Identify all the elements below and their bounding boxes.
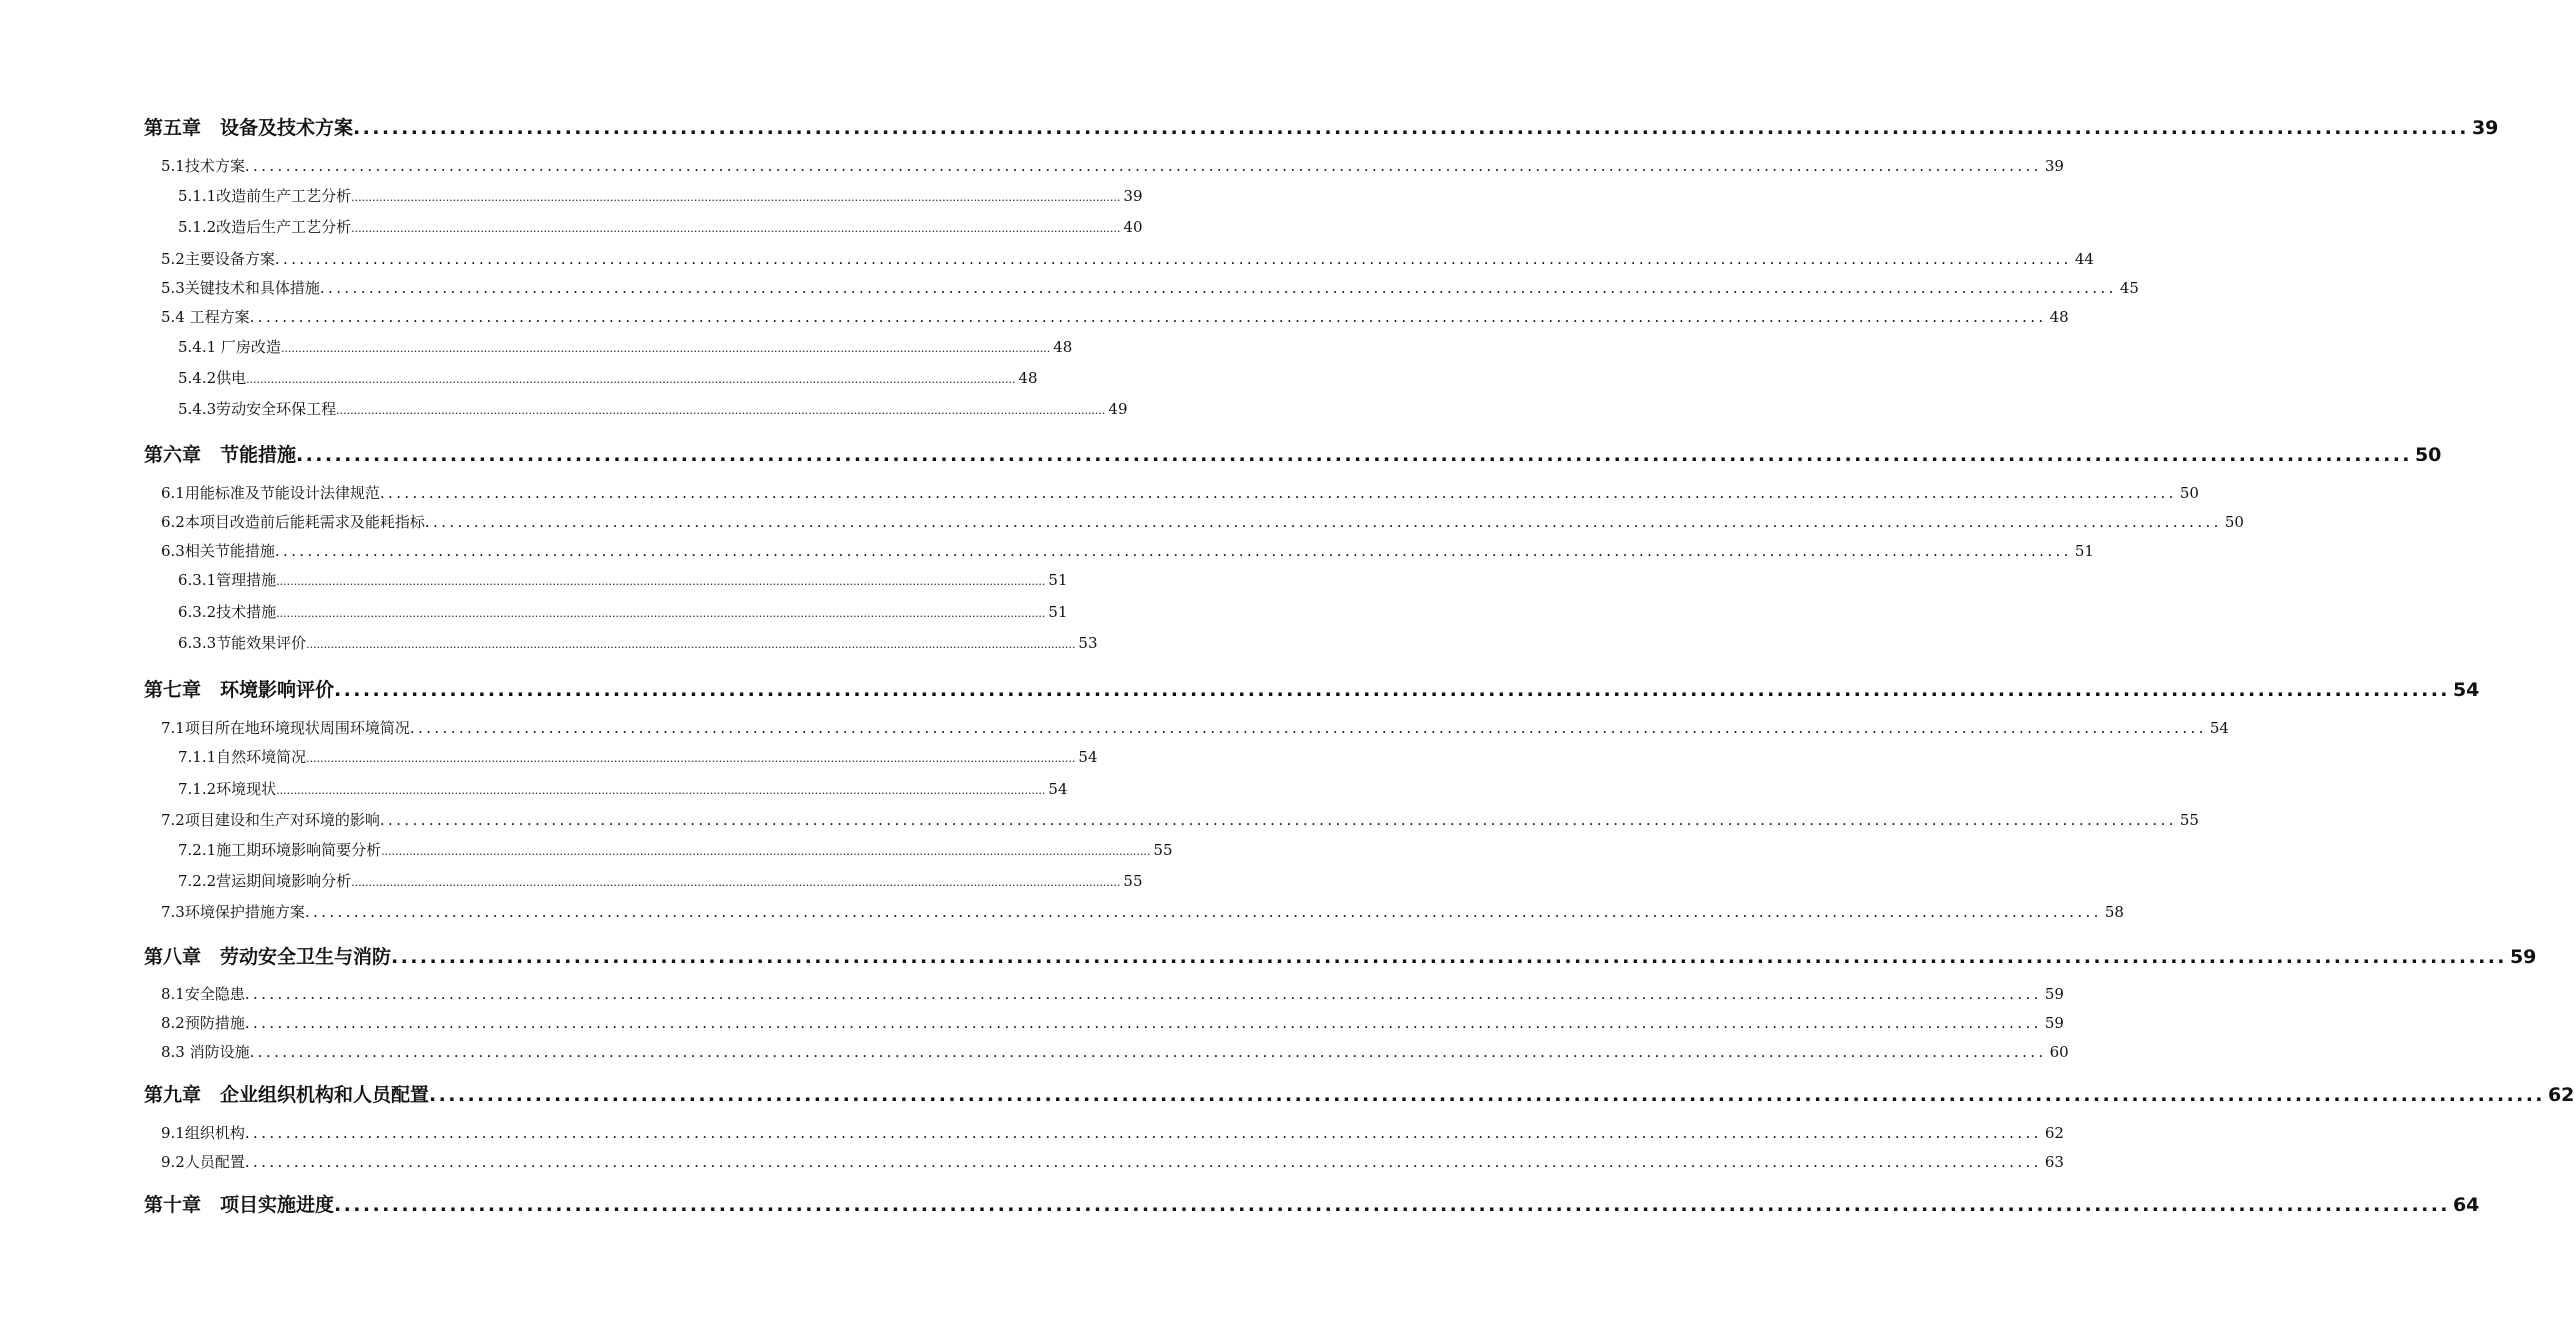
toc-page-number: 50 [2179,484,2199,502]
toc-entry-title: 第五章 设备及技术方案 [144,117,354,139]
toc-section-entry[interactable] [161,1041,2069,1063]
toc-entry-title: 7.1项目所在地环境现状周围环境简况 [161,719,410,737]
dot-leader: ............................................................................................................................................................................................................................ [319,279,2117,297]
toc-page-number: 39 [2471,117,2499,139]
toc-section-entry[interactable] [161,901,2124,923]
toc-entry-title: 第九章 企业组织机构和人员配置 [144,1084,430,1106]
toc-page-number: 63 [2044,1153,2064,1171]
dot-leader: ............................................................................................................................................................................................................................ [304,903,2102,921]
toc-page-number: 51 [1048,603,1068,621]
dot-leader: ............................................................................................................................................................................................................................ [276,607,1046,620]
toc-entry-title: 第七章 环境影响评价 [144,679,335,701]
dot-leader: ............................................................................................................................................................................................................................ [334,679,2450,701]
toc-chapter-entry[interactable] [144,113,2499,139]
toc-subsection-entry[interactable] [178,216,1143,238]
dot-leader: ............................................................................................................................................................................................................................ [249,308,2047,326]
toc-section-entry[interactable] [161,1012,2064,1034]
dot-leader: ............................................................................................................................................................................................................................ [351,876,1121,889]
toc-entry-title: 6.3.2技术措施 [178,603,277,621]
toc-page-number: 59 [2044,985,2064,1003]
dot-leader: ............................................................................................................................................................................................................................ [244,1124,2042,1142]
toc-entry-title: 5.1.2改造后生产工艺分析 [178,218,352,236]
toc-chapter-entry[interactable] [144,1190,2480,1216]
toc-section-entry[interactable] [161,277,2139,299]
toc-entry-title: 6.1用能标准及节能设计法律规范 [161,484,380,502]
toc-chapter-entry[interactable] [144,942,2537,968]
dot-leader: ............................................................................................................................................................................................................................ [379,484,2177,502]
toc-page-number: 58 [2104,903,2124,921]
dot-leader: ............................................................................................................................................................................................................................ [424,513,2222,531]
toc-page-number: 45 [2119,279,2139,297]
dot-leader: ............................................................................................................................................................................................................................ [429,1084,2545,1106]
toc-page-number: 64 [2452,1194,2480,1216]
toc-section-entry[interactable] [161,1151,2064,1173]
toc-page-number: 51 [2074,542,2094,560]
toc-section-entry[interactable] [161,809,2199,831]
toc-page-number: 51 [1048,571,1068,589]
toc-subsection-entry[interactable] [178,870,1143,892]
toc-subsection-entry[interactable] [178,778,1068,800]
toc-section-entry[interactable] [161,983,2064,1005]
toc-entry-title: 7.1.2环境现状 [178,780,277,798]
dot-leader: ............................................................................................................................................................................................................................ [306,752,1076,765]
toc-section-entry[interactable] [161,482,2199,504]
toc-entry-title: 7.2.1施工期环境影响简要分析 [178,841,382,859]
dot-leader: ............................................................................................................................................................................................................................ [351,191,1121,204]
toc-entry-title: 5.4.3劳动安全环保工程 [178,400,337,418]
toc-entry-title: 9.1组织机构 [161,1124,245,1142]
toc-page-number: 54 [2209,719,2229,737]
toc-page-number: 39 [1123,187,1143,205]
toc-entry-title: 9.2人员配置 [161,1153,245,1171]
toc-subsection-entry[interactable] [178,839,1173,861]
dot-leader: ............................................................................................................................................................................................................................ [379,811,2177,829]
toc-page-number: 55 [1123,872,1143,890]
toc-section-entry[interactable] [161,306,2069,328]
toc-page-number: 53 [1078,634,1098,652]
toc-entry-title: 8.1安全隐患 [161,985,245,1003]
toc-page-number: 59 [2509,946,2537,968]
dot-leader: ............................................................................................................................................................................................................................ [246,373,1016,386]
toc-page-number: 48 [1018,369,1038,387]
dot-leader: ............................................................................................................................................................................................................................ [353,117,2469,139]
toc-chapter-entry[interactable] [144,1080,2574,1106]
toc-entry-title: 第八章 劳动安全卫生与消防 [144,946,392,968]
toc-page-number: 54 [1078,748,1098,766]
toc-entry-title: 7.3环境保护措施方案 [161,903,305,921]
toc-entry-title: 6.3.3节能效果评价 [178,634,307,652]
toc-chapter-entry[interactable] [144,440,2442,466]
toc-page-number: 59 [2044,1014,2064,1032]
dot-leader: ............................................................................................................................................................................................................................ [381,845,1151,858]
toc-entry-title: 7.2项目建设和生产对环境的影响 [161,811,380,829]
toc-entry-title: 5.2主要设备方案 [161,250,275,268]
toc-entry-title: 5.1技术方案 [161,157,245,175]
toc-entry-title: 5.4 工程方案 [161,308,250,326]
toc-entry-title: 5.4.1 厂房改造 [178,338,281,356]
dot-leader: ............................................................................................................................................................................................................................ [244,157,2042,175]
toc-subsection-entry[interactable] [178,185,1143,207]
toc-page-number: 48 [1053,338,1073,356]
toc-section-entry[interactable] [161,1122,2064,1144]
toc-entry-title: 5.1.1改造前生产工艺分析 [178,187,352,205]
toc-page-number: 50 [2224,513,2244,531]
toc-subsection-entry[interactable] [178,569,1068,591]
toc-section-entry[interactable] [161,717,2229,739]
dot-leader: ............................................................................................................................................................................................................................ [276,784,1046,797]
toc-entry-title: 第十章 项目实施进度 [144,1194,335,1216]
toc-page-number: 40 [1123,218,1143,236]
toc-entry-title: 5.3关键技术和具体措施 [161,279,320,297]
toc-entry-title: 6.3相关节能措施 [161,542,275,560]
dot-leader: ............................................................................................................................................................................................................................ [276,575,1046,588]
toc-subsection-entry[interactable] [178,336,1073,358]
toc-chapter-entry[interactable] [144,675,2480,701]
dot-leader: ............................................................................................................................................................................................................................ [249,1043,2047,1061]
toc-page-number: 54 [2452,679,2480,701]
toc-page-number: 60 [2049,1043,2069,1061]
dot-leader: ............................................................................................................................................................................................................................ [280,342,1051,355]
toc-page-number: 44 [2074,250,2094,268]
toc-page-number: 49 [1108,400,1128,418]
toc-section-entry[interactable] [161,511,2244,533]
toc-entry-title: 第六章 节能措施 [144,444,297,466]
toc-section-entry[interactable] [161,155,2064,177]
toc-page-number: 54 [1048,780,1068,798]
toc-entry-title: 8.3 消防设施 [161,1043,250,1061]
dot-leader: ............................................................................................................................................................................................................................ [244,985,2042,1003]
dot-leader: ............................................................................................................................................................................................................................ [409,719,2207,737]
toc-page-number: 62 [2547,1084,2574,1106]
toc-page-number: 62 [2044,1124,2064,1142]
toc-page-number: 39 [2044,157,2064,175]
toc-entry-title: 7.2.2营运期间境影响分析 [178,872,352,890]
dot-leader: ............................................................................................................................................................................................................................ [244,1014,2042,1032]
toc-entry-title: 6.2本项目改造前后能耗需求及能耗指标 [161,513,425,531]
toc-subsection-entry[interactable] [178,746,1098,768]
dot-leader: ............................................................................................................................................................................................................................ [351,222,1121,235]
toc-subsection-entry[interactable] [178,367,1038,389]
dot-leader: ............................................................................................................................................................................................................................ [334,1194,2450,1216]
toc-page-number: 55 [2179,811,2199,829]
dot-leader: ............................................................................................................................................................................................................................ [296,444,2412,466]
dot-leader: ............................................................................................................................................................................................................................ [336,404,1106,417]
toc-page-number: 55 [1153,841,1173,859]
dot-leader: ............................................................................................................................................................................................................................ [274,250,2072,268]
dot-leader: ............................................................................................................................................................................................................................ [391,946,2507,968]
dot-leader: ............................................................................................................................................................................................................................ [274,542,2072,560]
toc-entry-title: 6.3.1管理措施 [178,571,277,589]
toc-section-entry[interactable] [161,248,2094,270]
toc-subsection-entry[interactable] [178,398,1128,420]
toc-entry-title: 5.4.2供电 [178,369,247,387]
toc-section-entry[interactable] [161,540,2094,562]
toc-page-number: 48 [2049,308,2069,326]
toc-page-number: 50 [2414,444,2442,466]
toc-subsection-entry[interactable] [178,601,1068,623]
toc-entry-title: 7.1.1自然环境简况 [178,748,307,766]
toc-entry-title: 8.2预防措施 [161,1014,245,1032]
toc-subsection-entry[interactable] [178,632,1098,654]
dot-leader: ............................................................................................................................................................................................................................ [244,1153,2042,1171]
dot-leader: ............................................................................................................................................................................................................................ [306,638,1076,651]
